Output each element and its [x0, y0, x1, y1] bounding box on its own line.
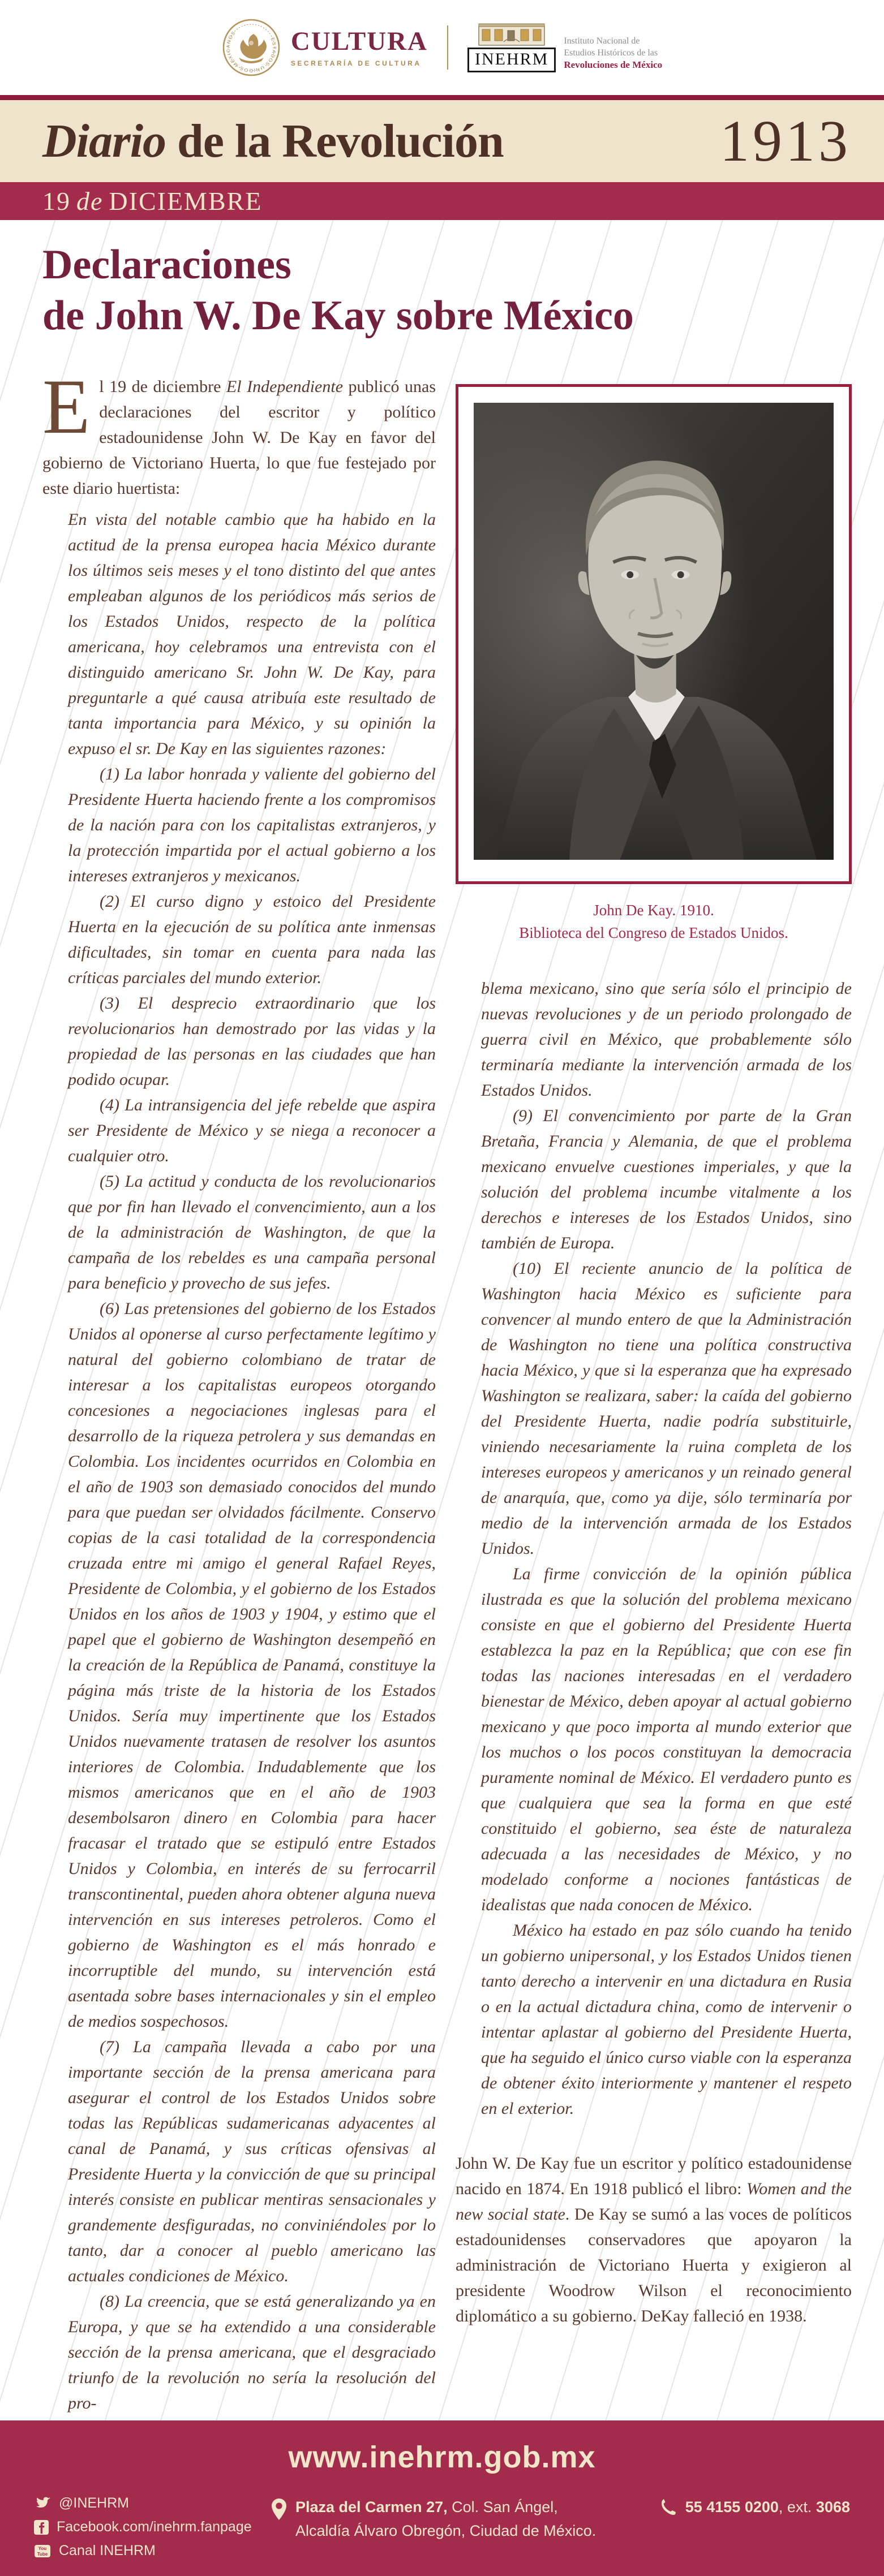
date-day: 19 [42, 187, 71, 216]
footer [0, 2420, 884, 2576]
right-column [456, 374, 852, 2416]
twitter-icon [34, 2496, 51, 2511]
quoted-interview-left [68, 507, 436, 2416]
address-street: Plaza del Carmen 27, [295, 2499, 448, 2515]
quote-paragraph: (5) La actitud y conducta de los revolucionarios que por fin han llevado el convencimiento, aun a los de la administración de Washington, de que la campaña de los rebeldes es una campaña personal para beneficio y provecho de sus jefes. [68, 1172, 436, 1293]
drop-cap: E [42, 363, 91, 450]
date-particle: de [76, 187, 104, 216]
masthead-title [42, 114, 504, 169]
website-url[interactable]: www.inehrm.gob.mx [288, 2440, 596, 2474]
phone-icon [660, 2499, 676, 2515]
intro-text-start: l 19 de diciembre [99, 377, 226, 396]
social-links [34, 2495, 272, 2559]
quote-paragraph: (10) El reciente anuncio de la política de Washington hacia México es suficiente para convencer al mundo entero de que la Administración de Washington no tiene una política constructiva hacia México, y que si la esperanza que ha expresado Washington se realizara, saber: la caída del gobierno del Presidente Huerta, nadie podría substituirle, viniendo necesariamente la ruina completa de los intereses europeos y americanos y un reinado general de anarquía, que, como ya dije, sólo terminaría por medio de la intervención armada de los Estados Unidos. [481, 1259, 852, 1558]
inehrm-name-line1: Instituto Nacional de [564, 36, 640, 46]
quote-paragraph: México ha estado en paz sólo cuando ha tenido un gobierno unipersonal, y los Estados Unidos tienen tanto derecho a intervenir en una dictadura en Rusia o en la actual dictadura china, como de intervenir o intentar aplastar al gobierno del Presidente Huerta, que ha seguido el único curso viable con la esperanza de obtener éxito interiormente y mantener el respeto en el exterior. [481, 1921, 852, 2118]
masthead-band [0, 100, 884, 182]
cultura-wordmark-block [291, 28, 428, 67]
youtube-link[interactable] [34, 2543, 272, 2559]
two-column-layout [42, 363, 884, 2416]
address-text [295, 2495, 596, 2543]
quote-paragraph: (2) El curso digno y estoico del Presidente Huerta en la ejecución de su política ante inmensas dificultades, sin tomar en cuenta para nada las críticas parciales del mundo exterior. [68, 892, 436, 987]
address-colonia: Col. San Ángel, [447, 2499, 558, 2515]
footer-contact-row [34, 2495, 850, 2559]
quote-paragraph: (7) La campaña llevada a cabo por una importante sección de la prensa americana para asegurar el control de los Estados Unidos sobre todas las Repúblicas sudamericanas adyacentes al canal de Panamá, y sus críticas ofensivas al Presidente Huerta y la convicción de que su principal interés consiste en publicar mentiras sensacionales y grandemente desfiguradas, no conviniéndoles por lo tanto, dar a conocer al pueblo americano las actuales condiciones de México. [68, 2037, 436, 2285]
phone-text [685, 2495, 850, 2519]
phone-ext-label: , ext. [778, 2499, 816, 2515]
quote-paragraph: (6) Las pretensiones del gobierno de los Estados Unidos al oponerse al curso perfectamente legítimo y natural del gobierno colombiano de tratar de interesar a los capitalistas europeos otorgando concesiones a negociaciones inglesas para el desarrollo de la riqueza petrolera y sus demandas en Colombia. Los incidentes ocurridos en Colombia en el año de 1903 son demasiado conocidos del mundo para que puedan ser olvidados fácilmente. Conservo copias de la casi totalidad de la correspondencia cruzada entre mi amigo el general Rafael Reyes, Presidente de Colombia, y el gobierno de los Estados Unidos en los años de 1903 y 1904, y estimo que el papel que el gobierno de Washington desempeñó en la creación de la República de Panamá, constituye la página más triste de la historia de los Estados Unidos. Sería muy impertinente que los Estados Unidos nuevamente tratasen de resolver los asuntos interiores de Colombia. Indudablemente que los mismos americanos que en el año de 1903 desembolsaron dinero en Colombia para hacer fracasar el tratado que se estipuló entre Estados Unidos y Colombia, en interés de su ferrocarril transcontinental, pueden ahora obtener alguna nueva intervención en sus intereses petroleros. Como el gobierno de Washington es el más honrado e incorruptible del mundo, su intervención está asentada sobre bases internacionales y sin el empleo de medios sospechosos. [68, 1299, 436, 2031]
quote-paragraph: (8) La creencia, que se está generalizando ya en Europa, y que se ha extendido a una considerable sección de la prensa americana, que el desgraciado triunfo de la revolución no sería la resolución del pro- [68, 2292, 436, 2413]
inehrm-building-icon [475, 23, 548, 48]
address-block [272, 2495, 634, 2543]
masthead-title-italic: Diario [42, 115, 166, 167]
biography-paragraph [456, 2151, 852, 2329]
facebook-icon [34, 2520, 49, 2535]
youtube-channel: Canal INEHRM [59, 2543, 156, 2558]
intro-paragraph [42, 363, 436, 501]
inehrm-emblem [467, 23, 556, 72]
cultura-wordmark: CULTURA [290, 26, 428, 56]
facebook-link[interactable] [34, 2519, 272, 2535]
phone-ext: 3068 [816, 2499, 850, 2515]
location-pin-icon [272, 2499, 286, 2543]
mexican-coat-of-arms-icon [222, 18, 281, 77]
article-title-line2: de John W. De Kay sobre México [42, 292, 634, 339]
phone-number: 55 4155 0200 [685, 2499, 779, 2515]
twitter-handle: @INEHRM [59, 2495, 129, 2511]
bio-text-start: John W. De Kay fue un escritor y político estadounidense nacido en 1874. En 1918 publicó el libro: [456, 2154, 852, 2198]
article-body [0, 220, 884, 2420]
inehrm-acronym: INEHRM [475, 50, 549, 68]
twitter-link[interactable] [34, 2495, 272, 2512]
svg-text:You: You [38, 2545, 47, 2551]
bio-text-end: . De Kay se sumó a las voces de políticos estadounidenses conservadores que apoyaron la administración de Victoriano Huerta y exigieron al presidente Woodrow Wilson el reconocimiento diplomático a su gobierno. DeKay falleció en 1938. [456, 2205, 852, 2325]
inehrm-acronym-box [467, 48, 556, 72]
facebook-page: Facebook.com/inehrm.fanpage [57, 2519, 252, 2535]
intro-newspaper-name: El Independiente [226, 377, 344, 396]
inehrm-name-line2: Estudios Históricos de las [564, 48, 658, 58]
svg-text:Tube: Tube [37, 2551, 48, 2557]
institutional-header [0, 0, 884, 95]
cultura-logo [222, 18, 428, 77]
photo-caption-line2: Biblioteca del Congreso de Estados Unidos. [519, 924, 788, 941]
date-text [42, 186, 262, 216]
top-rule [0, 95, 884, 100]
svg-text:ESTADOS UNIDOS MEXICANOS: ESTADOS UNIDOS MEXICANOS [225, 29, 277, 74]
quote-paragraph: La firme convicción de la opinión pública ilustrada es que la solución del problema mexicano consiste en que el gobierno del Presidente Huerta establezca la paz en la República; que con ese fin todas las naciones interesadas en el verdadero bienestar de México, deben apoyar al actual gobierno mexicano y que poco importa al mundo exterior que los muchos o los pocos constituyan la democracia puramente nominal de México. El verdadero punto es que cualquiera que sea la forma en que esté constituido el gobierno, sea éste de naturaleza adecuada a las necesidades de México, y no modelado conforme a nociones fantásticas de idealistas que nada conocen de México. [481, 1565, 852, 1914]
masthead-year: 1913 [720, 109, 851, 174]
article-title-line1: Declaraciones [42, 242, 291, 288]
article-title [42, 239, 884, 341]
intro-text-end: publicó unas declaraciones del escritor y político estadounidense John W. De Kay en favor del gobierno de Victoriano Huerta, lo que fue festejado por este diario huertista: [42, 377, 436, 498]
john-de-kay-portrait-photo [474, 403, 834, 860]
phone-block [660, 2495, 850, 2519]
photo-caption [456, 899, 852, 944]
date-band [0, 182, 884, 220]
quote-paragraph: (3) El desprecio extraordinario que los revolucionarios han demostrado por las vidas y la propiedad de las personas en las ciudades que han podido ocupar. [68, 994, 436, 1089]
cultura-tagline: SECRETARÍA DE CULTURA [290, 59, 422, 67]
date-month: DICIEMBRE [109, 187, 263, 216]
quote-paragraph: En vista del notable cambio que ha habido en la actitud de la prensa europea hacia México durante los últimos seis meses y el tono distinto del que antes empleaban algunos de los periódicos más serios de los Estados Unidos, respecto de la política americana, hoy celebramos una entrevista con el distinguido americano Sr. John W. De Kay, para preguntarle a qué causa atribuía este resultado de tanta importancia para México, y su opinión la expuso el sr. De Kay en las siguientes razones: [68, 510, 436, 758]
inehrm-name-block [564, 35, 662, 72]
quote-paragraph: blema mexicano, sino que sería sólo el principio de nuevas revoluciones y de un periodo prolongado de guerra civil en México, que probablemente sólo terminaría mediante la intervención armada de los Estados Unidos. [481, 979, 852, 1100]
bio-book-title: Women and the new social state [456, 2179, 852, 2224]
left-column [42, 363, 436, 2416]
portrait-figure [456, 384, 852, 884]
header-divider [447, 25, 448, 70]
quote-paragraph: (1) La labor honrada y valiente del gobierno del Presidente Huerta haciendo frente a los compromisos de la nación para con los capitalistas extranjeros, y la protección impartida por el actual gobierno a los intereses extranjeros y mexicanos. [68, 765, 436, 885]
quote-paragraph: (4) La intransigencia del jefe rebelde que aspira ser Presidente de México y se niega a reconocer a cualquier otro. [68, 1096, 436, 1165]
quoted-interview-right [481, 976, 852, 2121]
inehrm-logo [467, 23, 662, 72]
photo-caption-line1: John De Kay. 1910. [593, 902, 714, 919]
address-city: Alcaldía Álvaro Obregón, Ciudad de México. [295, 2522, 597, 2539]
masthead-title-rest: de la Revolución [166, 115, 504, 167]
quote-paragraph: (9) El convencimiento por parte de la Gran Bretaña, Francia y Alemania, de que el problema mexicano envuelve cuestiones imperiales, y que la solución del problema incumbe vitalmente a los derechos e intereses de los Estados Unidos, sino también de Europa. [481, 1106, 852, 1252]
youtube-icon [34, 2544, 51, 2558]
inehrm-name-line3: Revoluciones de México [564, 59, 663, 70]
